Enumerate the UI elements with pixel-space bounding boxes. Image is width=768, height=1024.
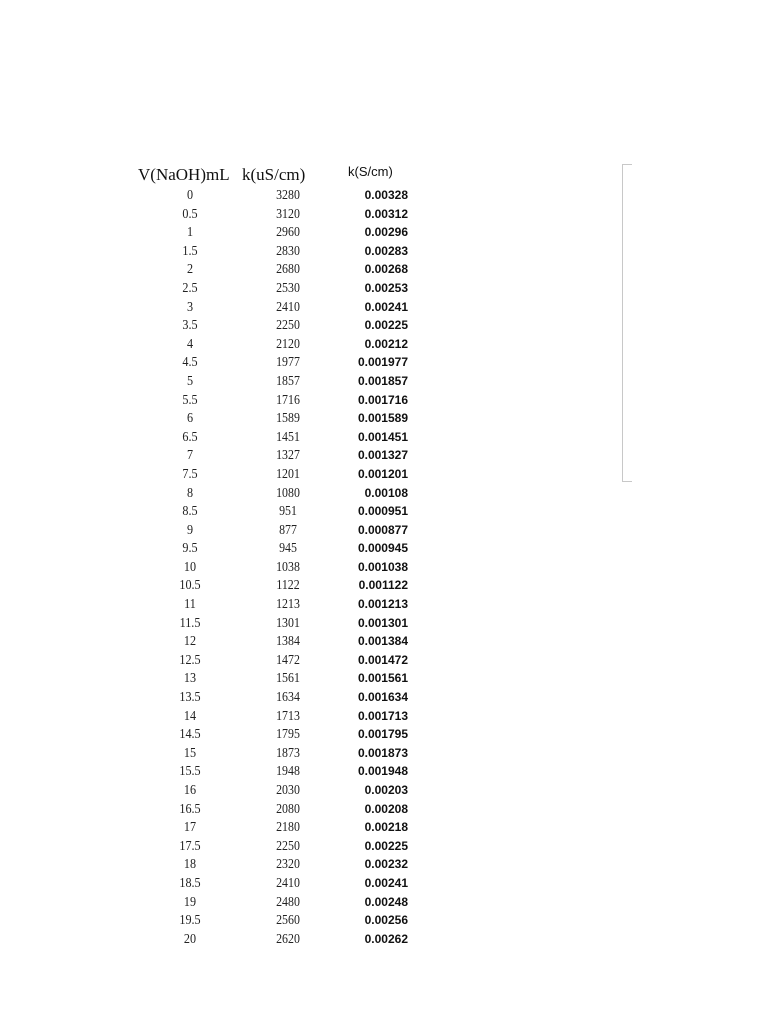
cell-volume: 11 xyxy=(184,596,196,612)
cell-conductivity-us: 2410 xyxy=(276,298,300,314)
cell-conductivity-s: 0.00268 xyxy=(364,262,408,277)
cell-conductivity-s: 0.00203 xyxy=(364,783,408,797)
cell-conductivity-s: 0.000945 xyxy=(357,541,408,556)
cell-conductivity-s: 0.000951 xyxy=(357,504,408,519)
cell-conductivity-s: 0.00296 xyxy=(364,225,408,240)
table-row xyxy=(0,632,768,651)
cell-conductivity-us: 1451 xyxy=(276,428,300,444)
cell-conductivity-us: 1080 xyxy=(276,484,300,500)
cell-conductivity-us: 2120 xyxy=(276,335,300,351)
cell-volume: 10 xyxy=(183,558,197,574)
header-conductivity-us: k(uS/cm) xyxy=(242,165,306,184)
cell-conductivity-s: 0.00241 xyxy=(364,299,408,314)
cell-conductivity-us: 1472 xyxy=(276,651,300,667)
cell-volume: 12 xyxy=(183,633,197,649)
table-row xyxy=(0,446,768,465)
cell-conductivity-us: 2530 xyxy=(276,279,300,295)
cell-volume: 15 xyxy=(183,744,197,760)
cell-conductivity-us: 2830 xyxy=(276,242,300,258)
cell-conductivity-s: 0.001451 xyxy=(357,429,408,444)
cell-volume: 14.5 xyxy=(179,726,201,742)
table-row xyxy=(0,837,768,856)
cell-conductivity-s: 0.00225 xyxy=(364,318,408,333)
table-row xyxy=(0,372,768,391)
cell-conductivity-s: 0.00248 xyxy=(364,894,408,909)
cell-conductivity-s: 0.001301 xyxy=(357,615,408,630)
cell-conductivity-s: 0.001384 xyxy=(357,634,408,649)
cell-volume: 18 xyxy=(183,856,197,872)
cell-conductivity-us: 1213 xyxy=(276,596,300,612)
cell-conductivity-us: 1327 xyxy=(276,447,300,463)
cell-conductivity-us: 1201 xyxy=(276,465,300,481)
cell-volume: 4 xyxy=(186,335,194,351)
cell-conductivity-s: 0.001634 xyxy=(357,690,408,705)
cell-conductivity-us: 2180 xyxy=(276,819,300,835)
cell-volume: 0 xyxy=(186,187,194,202)
cell-conductivity-s: 0.001561 xyxy=(357,671,408,686)
table-row xyxy=(0,428,768,447)
cell-conductivity-us: 2560 xyxy=(276,912,300,928)
cell-volume: 16.5 xyxy=(179,800,201,816)
cell-volume: 7 xyxy=(186,447,194,463)
header-conductivity-s: k(S/cm) xyxy=(348,164,393,179)
cell-conductivity-s: 0.001795 xyxy=(357,727,408,742)
cell-conductivity-us: 1857 xyxy=(276,372,300,388)
cell-volume: 2.5 xyxy=(182,279,198,295)
cell-conductivity-s: 0.001122 xyxy=(358,578,408,593)
cell-conductivity-us: 1038 xyxy=(276,558,300,574)
cell-conductivity-s: 0.001213 xyxy=(357,597,408,612)
table-row xyxy=(0,186,768,205)
cell-conductivity-s: 0.001948 xyxy=(357,764,408,779)
selection-bracket xyxy=(622,164,632,482)
table-row xyxy=(0,391,768,410)
table-row xyxy=(0,205,768,224)
cell-conductivity-us: 2250 xyxy=(276,317,300,333)
cell-conductivity-s: 0.001201 xyxy=(357,466,408,481)
table-row xyxy=(0,707,768,726)
cell-volume: 1.5 xyxy=(182,242,198,258)
table-row xyxy=(0,465,768,484)
table-row xyxy=(0,595,768,614)
cell-volume: 6 xyxy=(186,410,194,426)
cell-conductivity-us: 1795 xyxy=(276,726,300,742)
cell-conductivity-s: 0.00225 xyxy=(364,838,408,853)
table-row xyxy=(0,223,768,242)
cell-conductivity-s: 0.00256 xyxy=(364,913,408,928)
table-row xyxy=(0,930,768,949)
table-row xyxy=(0,911,768,930)
cell-conductivity-us: 2030 xyxy=(276,782,300,797)
cell-volume: 14 xyxy=(183,707,197,723)
cell-conductivity-s: 0.00241 xyxy=(364,875,408,890)
table-header xyxy=(0,165,768,187)
cell-conductivity-s: 0.00108 xyxy=(364,485,408,500)
header-volume: V(NaOH)mL xyxy=(138,165,230,184)
cell-conductivity-s: 0.000877 xyxy=(357,522,408,537)
cell-conductivity-s: 0.00312 xyxy=(364,206,408,221)
cell-volume: 11.5 xyxy=(179,614,201,630)
table-row xyxy=(0,781,768,800)
cell-volume: 3 xyxy=(186,298,194,314)
cell-volume: 9 xyxy=(186,521,194,537)
table-row xyxy=(0,744,768,763)
cell-conductivity-s: 0.00253 xyxy=(364,280,408,295)
table-row xyxy=(0,484,768,503)
cell-volume: 8.5 xyxy=(182,503,198,519)
table-row xyxy=(0,279,768,298)
table-row xyxy=(0,688,768,707)
table-row xyxy=(0,725,768,744)
cell-conductivity-us: 1977 xyxy=(276,354,300,370)
cell-conductivity-us: 2960 xyxy=(276,224,300,240)
cell-conductivity-us: 945 xyxy=(279,540,297,556)
cell-conductivity-s: 0.00218 xyxy=(364,820,408,835)
table-row xyxy=(0,558,768,577)
cell-conductivity-us: 2080 xyxy=(276,800,300,816)
cell-conductivity-us: 877 xyxy=(279,521,297,537)
cell-volume: 12.5 xyxy=(179,651,201,667)
cell-conductivity-us: 1716 xyxy=(276,391,300,407)
cell-conductivity-us: 2480 xyxy=(276,893,300,909)
cell-conductivity-us: 1301 xyxy=(276,614,300,630)
cell-volume: 17.5 xyxy=(179,837,201,853)
cell-conductivity-us: 2680 xyxy=(276,261,300,277)
table-row xyxy=(0,614,768,633)
cell-conductivity-s: 0.001038 xyxy=(357,559,408,574)
cell-conductivity-us: 951 xyxy=(279,503,297,519)
cell-conductivity-s: 0.00328 xyxy=(364,188,408,202)
cell-conductivity-us: 3280 xyxy=(276,187,300,202)
cell-conductivity-us: 2320 xyxy=(276,856,300,872)
table-row xyxy=(0,762,768,781)
cell-volume: 18.5 xyxy=(179,874,201,890)
cell-conductivity-s: 0.001472 xyxy=(357,652,408,667)
cell-volume: 7.5 xyxy=(182,465,198,481)
cell-volume: 19 xyxy=(183,893,197,909)
cell-conductivity-us: 3120 xyxy=(276,205,300,221)
cell-volume: 20 xyxy=(183,930,197,946)
cell-volume: 4.5 xyxy=(182,354,198,370)
cell-volume: 13 xyxy=(183,670,197,686)
cell-conductivity-us: 2620 xyxy=(276,930,300,946)
cell-conductivity-us: 2410 xyxy=(276,874,300,890)
cell-conductivity-s: 0.00208 xyxy=(364,801,408,816)
cell-volume: 5 xyxy=(186,372,194,388)
table-row xyxy=(0,521,768,540)
table-row xyxy=(0,298,768,317)
table-row xyxy=(0,669,768,688)
cell-volume: 16 xyxy=(183,782,197,797)
cell-volume: 3.5 xyxy=(182,317,198,333)
table-row xyxy=(0,874,768,893)
cell-conductivity-us: 1713 xyxy=(276,707,300,723)
cell-conductivity-us: 2250 xyxy=(276,837,300,853)
table-row xyxy=(0,893,768,912)
table-row xyxy=(0,260,768,279)
cell-conductivity-us: 1561 xyxy=(276,670,300,686)
table-row xyxy=(0,502,768,521)
cell-conductivity-us: 1948 xyxy=(276,763,300,779)
table-row xyxy=(0,855,768,874)
data-table xyxy=(0,186,768,948)
cell-conductivity-s: 0.001713 xyxy=(357,708,408,723)
table-row xyxy=(0,409,768,428)
table-row xyxy=(0,335,768,354)
cell-volume: 6.5 xyxy=(182,428,198,444)
cell-conductivity-s: 0.00262 xyxy=(364,931,408,946)
cell-conductivity-s: 0.001589 xyxy=(357,411,408,426)
cell-conductivity-s: 0.001857 xyxy=(357,373,408,388)
cell-conductivity-s: 0.00212 xyxy=(364,336,408,351)
cell-volume: 13.5 xyxy=(179,689,201,705)
table-row xyxy=(0,800,768,819)
cell-conductivity-s: 0.001977 xyxy=(357,355,408,370)
table-row xyxy=(0,242,768,261)
cell-volume: 8 xyxy=(186,484,194,500)
cell-volume: 2 xyxy=(186,261,194,277)
table-row xyxy=(0,353,768,372)
cell-volume: 19.5 xyxy=(179,912,201,928)
cell-conductivity-s: 0.001327 xyxy=(357,448,408,463)
cell-conductivity-s: 0.001716 xyxy=(357,392,408,407)
cell-conductivity-us: 1873 xyxy=(276,744,300,760)
cell-volume: 15.5 xyxy=(179,763,201,779)
table-row xyxy=(0,651,768,670)
cell-conductivity-us: 1634 xyxy=(276,689,300,705)
cell-conductivity-s: 0.00283 xyxy=(364,243,408,258)
table-row xyxy=(0,818,768,837)
cell-conductivity-s: 0.001873 xyxy=(357,745,408,760)
cell-conductivity-us: 1589 xyxy=(276,410,300,426)
cell-volume: 5.5 xyxy=(182,391,198,407)
cell-conductivity-us: 1384 xyxy=(276,633,300,649)
cell-volume: 0.5 xyxy=(182,205,198,221)
table-row xyxy=(0,576,768,595)
cell-volume: 10.5 xyxy=(179,577,201,593)
cell-conductivity-us: 1122 xyxy=(276,577,300,593)
table-row xyxy=(0,539,768,558)
cell-volume: 1 xyxy=(186,224,194,240)
cell-volume: 9.5 xyxy=(182,540,198,556)
table-row xyxy=(0,316,768,335)
cell-conductivity-s: 0.00232 xyxy=(364,857,408,872)
cell-volume: 17 xyxy=(183,819,197,835)
